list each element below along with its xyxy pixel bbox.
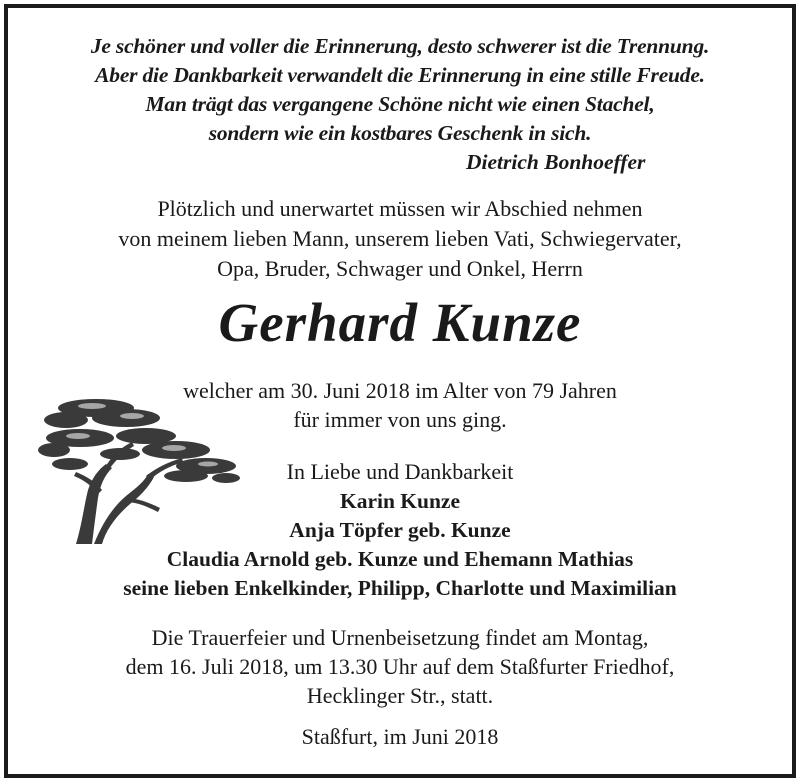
mourners-intro: In Liebe und Dankbarkeit: [286, 459, 514, 484]
mourner-name: Claudia Arnold geb. Kunze und Ehemann Mathias: [166, 547, 634, 571]
passing-line: welcher am 30. Juni 2018 im Alter von 79 Jahren: [183, 378, 617, 403]
quote-author: Dietrich Bonhoeffer: [466, 150, 646, 174]
intro-line: Plötzlich und unerwartet müssen wir Abschied nehmen: [157, 196, 643, 221]
quote-line: sondern wie ein kostbares Geschenk in sich.: [208, 121, 592, 145]
ceremony-line: dem 16. Juli 2018, um 13.30 Uhr auf dem Staßfurter Friedhof,: [125, 654, 675, 679]
mourner-name: Anja Töpfer geb. Kunze: [289, 518, 511, 542]
passing-line: für immer von uns ging.: [293, 407, 507, 432]
quote-line: Aber die Dankbarkeit verwandelt die Erinnerung in eine stille Freude.: [95, 63, 705, 87]
quote-line: Je schöner und voller die Erinnerung, desto schwerer ist die Trennung.: [90, 34, 710, 58]
place-date: Staßfurt, im Juni 2018: [301, 724, 499, 749]
obituary-card: [4, 4, 796, 778]
intro-line: Opa, Bruder, Schwager und Onkel, Herrn: [217, 256, 583, 281]
ceremony-line: Hecklinger Str., statt.: [306, 683, 494, 708]
ceremony-line: Die Trauerfeier und Urnenbeisetzung findet am Montag,: [151, 625, 649, 650]
quote-line: Man trägt das vergangene Schöne nicht wie einen Stachel,: [145, 92, 655, 116]
intro-line: von meinem lieben Mann, unserem lieben Vati, Schwiegervater,: [118, 226, 682, 251]
deceased-name: Gerhard Kunze: [218, 292, 582, 353]
mourner-name: Karin Kunze: [339, 489, 461, 513]
mourner-name: seine lieben Enkelkinder, Philipp, Charlotte und Maximilian: [123, 576, 677, 600]
